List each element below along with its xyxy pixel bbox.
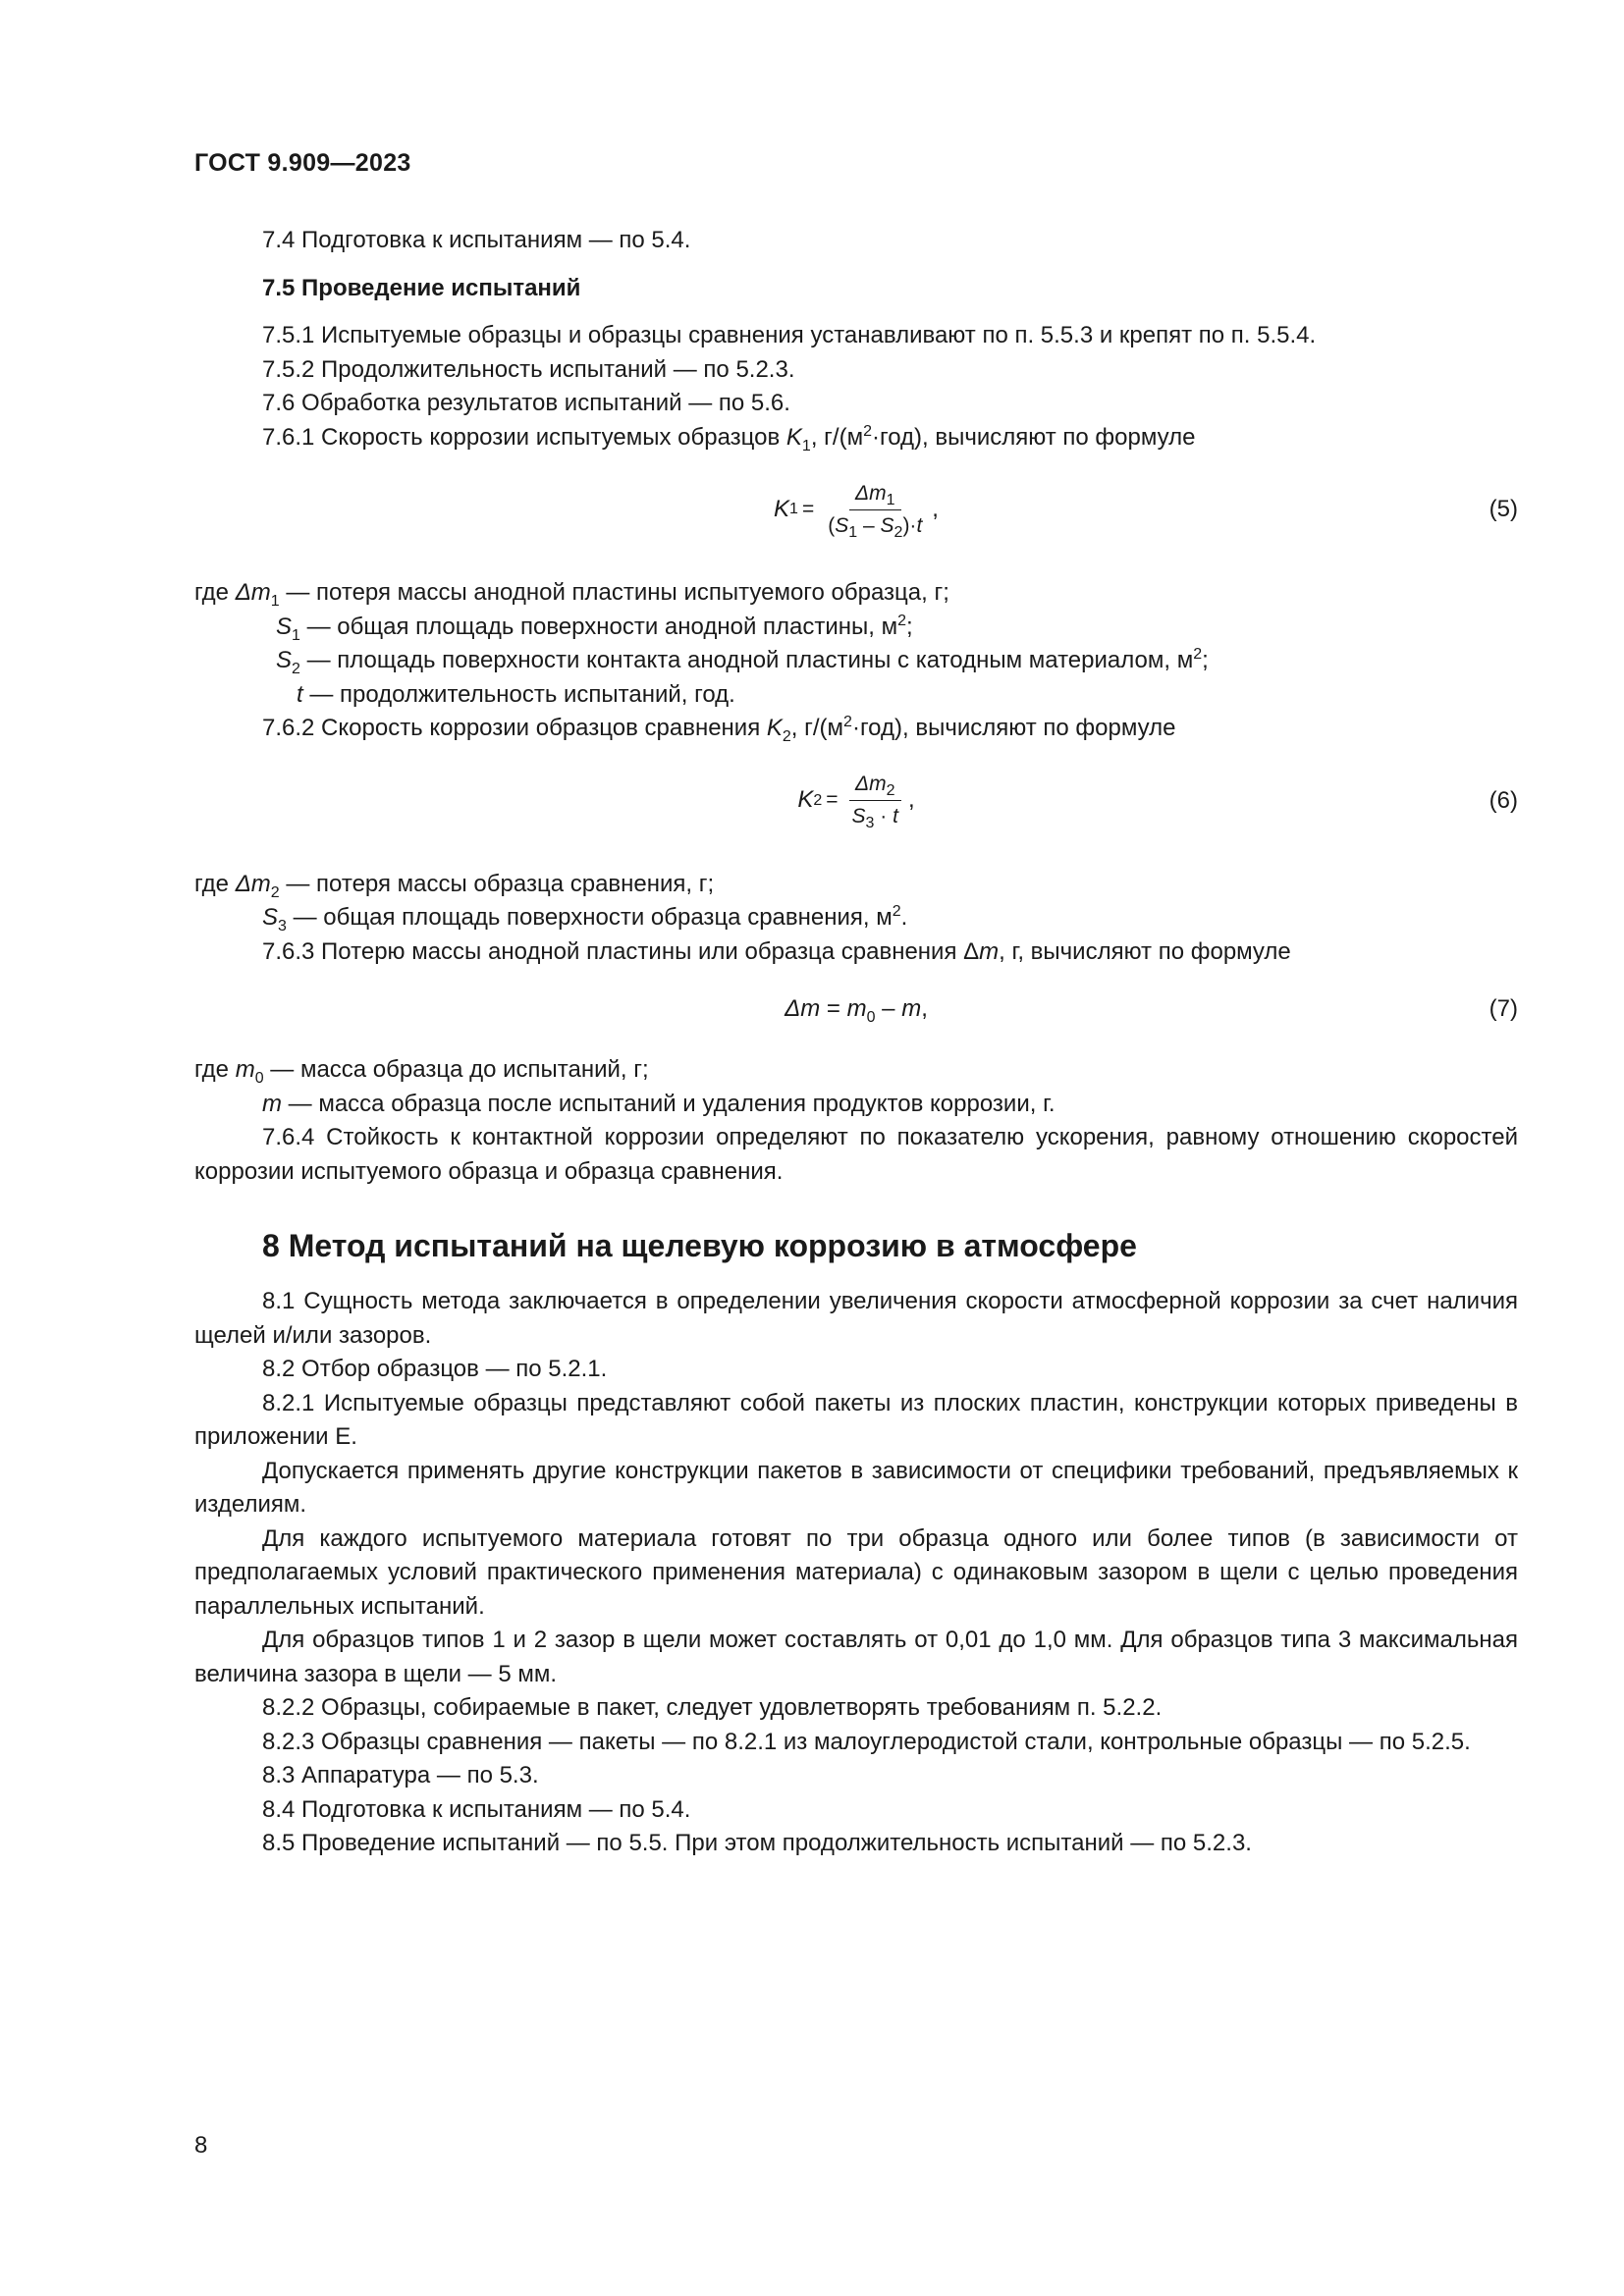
legend-5-line-4: t — продолжительность испытаний, год. [297, 680, 735, 708]
clause-8-3: 8.3 Аппаратура — по 5.3. [262, 1762, 539, 1789]
formula-5: K 1 = $\frac{\Delta m_1}{(S_1 - S_2)\cdot t}$ , (5) [774, 481, 1518, 541]
page-number: 8 [194, 2132, 208, 2159]
clause-8-2-1-para-3: Для каждого испытуемого материала готовят по три образца одного или более типов (в зависимости от предполагаемых условий практического применения материала) с одинаковым зазором в щели с целью проведения параллельных испытаний. [194, 1524, 1518, 1620]
clause-8-2-1: 8.2.1 Испытуемые образцы представляют собой пакеты из плоских пластин, конструкции которых приведены в приложении Е. [194, 1389, 1518, 1450]
document-body [194, 224, 1518, 1861]
clause-8-5: 8.5 Проведение испытаний — по 5.5. При этом продолжительность испытаний — по 5.2.3. [262, 1830, 1252, 1856]
clause-8-4: 8.4 Подготовка к испытаниям — по 5.4. [262, 1795, 691, 1823]
formula-7: $\Delta m = m_0 - m$, (7) [194, 981, 1518, 1038]
clause-8-2-1-para-4: Для образцов типов 1 и 2 зазор в щели может составлять от 0,01 до 1,0 мм. Для образцов типа 3 максимальная величина зазора в щели — 5 мм. [194, 1627, 1518, 1687]
formula-5-fraction: $\frac{\Delta m_1}{(S_1 - S_2)\cdot t}$ [828, 481, 923, 541]
clause-7-4: 7.4 Подготовка к испытаниям — по 5.4. [262, 227, 691, 253]
legend-7-line-1: где $m_0$ — масса образца до испытаний, г; [194, 1056, 649, 1087]
clause-7-6-3: 7.6.3 Потерю массы анодной пластины или образца сравнения Δm, г, вычисляют по формуле [262, 937, 1291, 965]
legend-5-line-1: где $\Delta m_1$ — потеря массы анодной пластины испытуемого образца, г; [194, 579, 949, 610]
clause-8-2: 8.2 Отбор образцов — по 5.2.1. [262, 1356, 608, 1382]
section-8-heading: 8 Метод испытаний на щелевую коррозию в атмосфере [262, 1228, 1137, 1263]
clause-8-1: 8.1 Сущность метода заключается в определении увеличения скорости атмосферной коррозии за счет наличия щелей и/или зазоров. [194, 1288, 1518, 1349]
clause-8-2-1-para-2: Допускается применять другие конструкции пакетов в зависимости от специфики требований, предъявляемых к изделиям. [194, 1457, 1518, 1518]
clause-7-6-2: 7.6.2 Скорость коррозии образцов сравнения $K_2$, $г/(м^2\cdot год)$, вычисляют по формуле [262, 714, 1176, 745]
clause-7-5-2: 7.5.2 Продолжительность испытаний — по 5.2.3. [262, 355, 795, 383]
legend-5-line-2: $S_1$ — общая площадь поверхности анодной пластины, $м^2$; [276, 612, 913, 644]
clause-8-2-2: 8.2.2 Образцы, собираемые в пакет, следует удовлетворять требованиям п. 5.2.2. [262, 1694, 1163, 1721]
clause-7-6: 7.6 Обработка результатов испытаний — по 5.6. [262, 390, 790, 416]
document-code-header: ГОСТ 9.909—2023 [194, 149, 411, 177]
legend-5-line-3: $S_2$ — площадь поверхности контакта анодной пластины с катодным материалом, $м^2$; [276, 646, 1209, 677]
clause-7-6-4: 7.6.4 Стойкость к контактной коррозии определяют по показателю ускорения, равному отношению скоростей коррозии испытуемого образца и образца сравнения. [194, 1124, 1518, 1185]
clause-7-5-1: 7.5.1 Испытуемые образцы и образцы сравнения устанавливают по п. 5.5.3 и крепят по п. 5.5.4. [262, 322, 1317, 348]
legend-6-line-2: $S_3$ — общая площадь поверхности образца сравнения, $м^2$. [262, 903, 908, 934]
formula-6-number: (6) [1489, 786, 1518, 814]
clause-7-6-1: 7.6.1 Скорость коррозии испытуемых образцов $K_1$, $г/(м^2\cdot год)$, вычисляют по формуле [262, 422, 1196, 454]
clause-8-2-3: 8.2.3 Образцы сравнения — пакеты — по 8.2.1 из малоуглеродистой стали, контрольные образцы — по 5.2.5. [262, 1728, 1471, 1755]
formula-6: K 2 = $\frac{\Delta m_2}{S_3 \cdot t}$ , (6) [797, 773, 1518, 832]
formula-5-number: (5) [1489, 495, 1518, 522]
formula-6-fraction: $\frac{\Delta m_2}{S_3 \cdot t}$ [846, 771, 904, 830]
legend-7-line-2: m — масса образца после испытаний и удаления продуктов коррозии, г. [262, 1090, 1056, 1117]
clause-7-5-heading: 7.5 Проведение испытаний [262, 274, 581, 301]
formula-7-number: (7) [1489, 994, 1518, 1022]
legend-6-line-1: где $\Delta m_2$ — потеря массы образца сравнения, г; [194, 870, 715, 901]
